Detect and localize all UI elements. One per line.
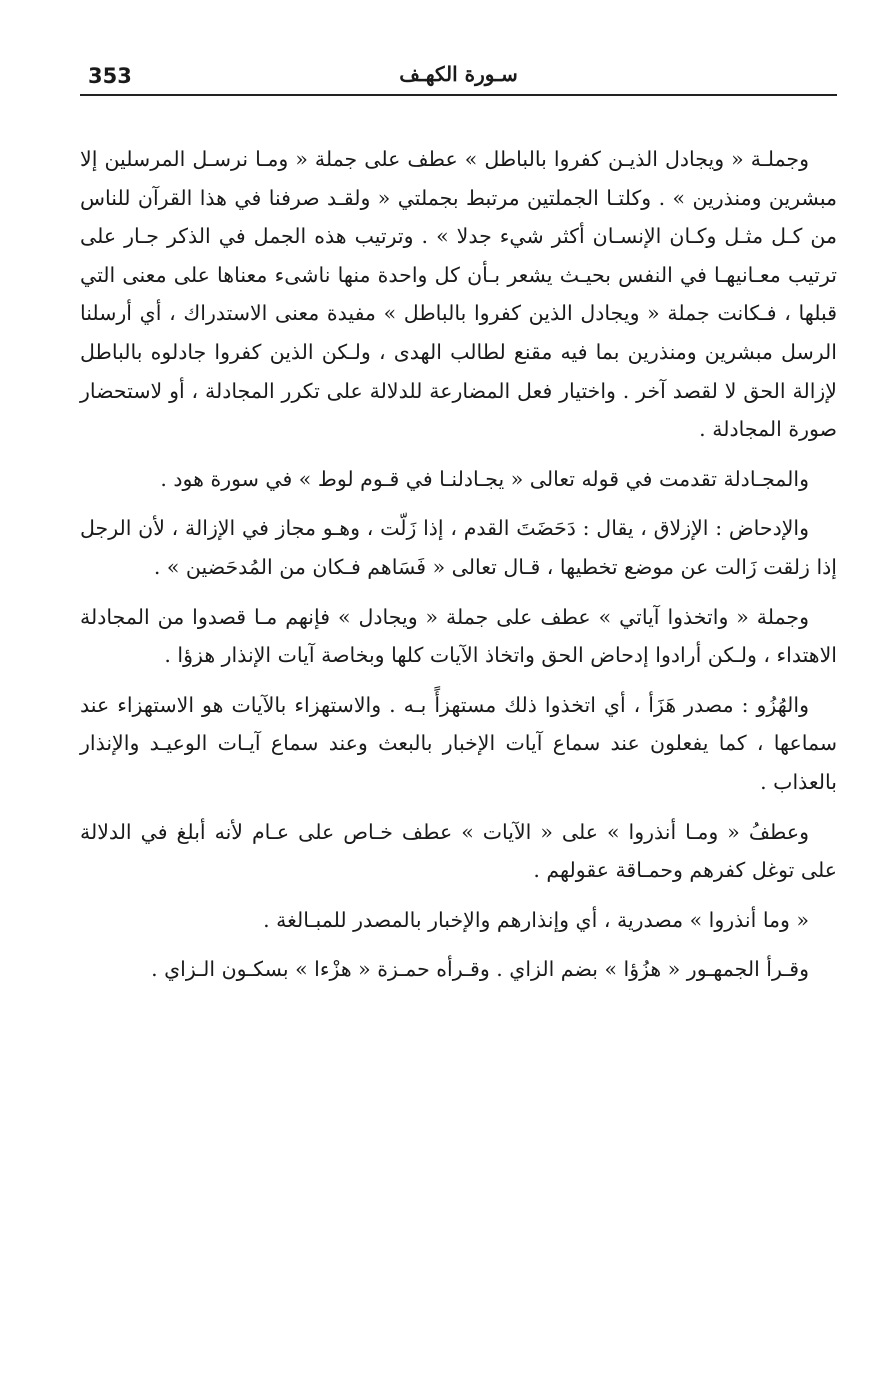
paragraph-3: والإدحاض : الإزلاق ، يقال : دَحَضَتَ القدم ، إذا زَلّت ، وهـو مجاز في الإزالة ، لأن الرجل إذا زلقت زَالت عن موضع تخطيها ، قـال تعالى « فَسَاهم فـكان من المُدحَضين » .: [80, 516, 837, 579]
paragraph-5: والهُزُو : مصدر هَزَأ ، أي اتخذوا ذلك مستهزأً بـه . والاستهزاء بالآيات هو الاستهزاء عند سماعها ، كما يفعلون عند سماع آيات الإخبار بالبعث وعند سماع آيـات الوعيـد والإنذار بالعذاب .: [80, 692, 837, 794]
paragraph-6: وعطفُ « ومـا أنذروا » على « الآيات » عطف خـاص على عـام لأنه أبلغ في الدلالة على توغل كفرهم وحمـاقة عقولهم .: [80, 819, 837, 883]
body-text: [80, 140, 837, 1000]
paragraph-2: والمجـادلة تقدمت في قوله تعالى « يجـادلنـا في قـوم لوط » في سورة هود .: [160, 466, 809, 491]
paragraph-8: وقـرأ الجمهـور « هزُؤا » بضم الزاي . وقـرأه حمـزة « هزْءا » بسكـون الـزاي .: [151, 957, 809, 982]
page-number: 353: [88, 64, 132, 88]
paragraph-4: وجملة « واتخذوا آياتي » عطف على جملة « ويجادل » فإنهم مـا قصدوا من المجادلة الاهتداء ، ولـكن أرادوا إدحاض الحق واتخاذ الآيات كلها وبخاصة آيات الإنذار هزؤا .: [80, 604, 837, 668]
running-title: سـورة الكهـف: [399, 62, 518, 86]
page-header: [80, 60, 837, 96]
paragraph-7: « وما أنذروا » مصدرية ، أي وإنذارهم والإخبار بالمصدر للمبـالغة .: [263, 907, 809, 932]
paragraph-1: وجملـة « ويجادل الذيـن كفروا بالباطل » عطف على جملة « ومـا نرسـل المرسلين إلا مبشرين ومنذرين » . وكلتـا الجملتين مرتبط بجملتي « ولقـد صرفنا في هذا القرآن للناس من كـل مثـل وكـان الإنسـان أكثر شيء جدلا » . وترتيب هذه الجمل في الذكر جـار على ترتيب معـانيهـا في النفس بحيـث يشعر بـأن كل واحدة منها ناشىء معناها على معنى التي قبلها ، فـكانت جملة « ويجادل الذين كفروا بالباطل » مفيدة معنى الاستدراك ، أي أرسلنا الرسل مبشرين ومنذرين بما فيه مقنع لطالب الهدى ، ولـكن الذين كفروا جادلوه بالباطل لإزالة الحق لا لقصد آخر . واختيار فعل المضارعة للدلالة على تكرر المجادلة ، أو لاستحضار صورة المجادلة .: [80, 147, 837, 442]
